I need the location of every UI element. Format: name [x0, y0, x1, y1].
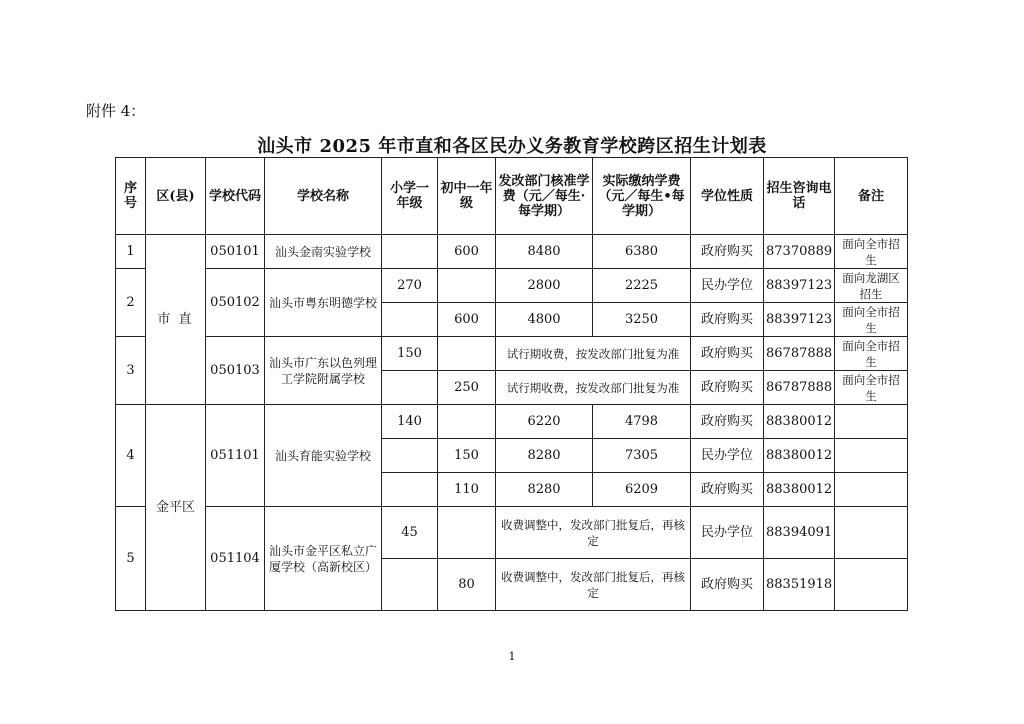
- primary-cell: [382, 559, 438, 611]
- attachment-label: 附件 4：: [86, 102, 146, 120]
- remark-cell: [835, 559, 908, 611]
- table-row: [116, 507, 908, 559]
- junior-cell: 80: [438, 559, 496, 611]
- header-district: 区(县): [146, 158, 206, 235]
- table-row: [116, 337, 908, 371]
- page-number: 1: [508, 650, 516, 663]
- primary-cell: 140: [382, 405, 438, 439]
- phone-cell: 88397123: [764, 269, 835, 303]
- approved-fee-cell: 8280: [496, 473, 593, 507]
- primary-cell: [382, 371, 438, 405]
- remark-cell: 面向龙湖区招生: [835, 269, 908, 303]
- phone-cell: 88394091: [764, 507, 835, 559]
- phone-cell: 87370889: [764, 235, 835, 269]
- remark-cell: 面向全市招生: [835, 371, 908, 405]
- primary-cell: 45: [382, 507, 438, 559]
- code-cell: 050102: [206, 269, 265, 337]
- header-row: [116, 158, 908, 235]
- fee-note-cell: 试行期收费，按发改部门批复为准: [496, 371, 691, 405]
- school-name-cell: 汕头市粤东明德学校: [265, 269, 382, 337]
- header-code: 学校代码: [206, 158, 265, 235]
- seq-cell: 3: [116, 337, 146, 405]
- primary-cell: [382, 303, 438, 337]
- remark-cell: [835, 507, 908, 559]
- school-name-cell: 汕头市金平区私立广厦学校（高新校区）: [265, 507, 382, 611]
- primary-cell: [382, 473, 438, 507]
- table-row: [116, 405, 908, 439]
- table-row: [116, 235, 908, 269]
- actual-fee-cell: 7305: [593, 439, 691, 473]
- fee-note-cell: 收费调整中，发改部门批复后，再核定: [496, 559, 691, 611]
- seq-cell: 5: [116, 507, 146, 611]
- header-junior: 初中一年级: [438, 158, 496, 235]
- seq-cell: 4: [116, 405, 146, 507]
- phone-cell: 88351918: [764, 559, 835, 611]
- actual-fee-cell: 3250: [593, 303, 691, 337]
- junior-cell: 250: [438, 371, 496, 405]
- junior-cell: [438, 507, 496, 559]
- remark-cell: [835, 439, 908, 473]
- table-row: [116, 269, 908, 303]
- header-approved-fee: 发改部门核准学费（元／每生·每学期）: [496, 158, 593, 235]
- primary-cell: [382, 235, 438, 269]
- header-nature: 学位性质: [691, 158, 764, 235]
- junior-cell: 600: [438, 235, 496, 269]
- nature-cell: 政府购买: [691, 559, 764, 611]
- header-primary: 小学一年级: [382, 158, 438, 235]
- header-remark: 备注: [835, 158, 908, 235]
- nature-cell: 政府购买: [691, 405, 764, 439]
- district-cell: 金平区: [146, 405, 206, 611]
- phone-cell: 88380012: [764, 405, 835, 439]
- header-phone: 招生咨询电话: [764, 158, 835, 235]
- junior-cell: 110: [438, 473, 496, 507]
- nature-cell: 政府购买: [691, 371, 764, 405]
- remark-cell: 面向全市招生: [835, 337, 908, 371]
- fee-note-cell: 试行期收费，按发改部门批复为准: [496, 337, 691, 371]
- seq-cell: 1: [116, 235, 146, 269]
- remark-cell: [835, 473, 908, 507]
- district-cell: 市 直: [146, 235, 206, 405]
- phone-cell: 86787888: [764, 337, 835, 371]
- enrollment-plan-table: [115, 157, 908, 611]
- phone-cell: 88380012: [764, 473, 835, 507]
- phone-cell: 88397123: [764, 303, 835, 337]
- code-cell: 050103: [206, 337, 265, 405]
- primary-cell: 150: [382, 337, 438, 371]
- approved-fee-cell: 6220: [496, 405, 593, 439]
- actual-fee-cell: 6380: [593, 235, 691, 269]
- actual-fee-cell: 4798: [593, 405, 691, 439]
- remark-cell: 面向全市招生: [835, 303, 908, 337]
- junior-cell: [438, 405, 496, 439]
- primary-cell: [382, 439, 438, 473]
- actual-fee-cell: 6209: [593, 473, 691, 507]
- header-actual-fee: 实际缴纳学费（元／每生•每学期）: [593, 158, 691, 235]
- approved-fee-cell: 4800: [496, 303, 593, 337]
- seq-cell: 2: [116, 269, 146, 337]
- code-cell: 051104: [206, 507, 265, 611]
- school-name-cell: 汕头市广东以色列理工学院附属学校: [265, 337, 382, 405]
- fee-note-cell: 收费调整中，发改部门批复后，再核定: [496, 507, 691, 559]
- junior-cell: 600: [438, 303, 496, 337]
- nature-cell: 政府购买: [691, 473, 764, 507]
- header-name: 学校名称: [265, 158, 382, 235]
- approved-fee-cell: 8480: [496, 235, 593, 269]
- phone-cell: 88380012: [764, 439, 835, 473]
- primary-cell: 270: [382, 269, 438, 303]
- nature-cell: 民办学位: [691, 507, 764, 559]
- header-seq: 序号: [116, 158, 146, 235]
- phone-cell: 86787888: [764, 371, 835, 405]
- nature-cell: 民办学位: [691, 439, 764, 473]
- remark-cell: 面向全市招生: [835, 235, 908, 269]
- page-title: 汕头市 2025 年市直和各区民办义务教育学校跨区招生计划表: [257, 136, 767, 157]
- nature-cell: 民办学位: [691, 269, 764, 303]
- nature-cell: 政府购买: [691, 337, 764, 371]
- actual-fee-cell: 2225: [593, 269, 691, 303]
- junior-cell: 150: [438, 439, 496, 473]
- approved-fee-cell: 8280: [496, 439, 593, 473]
- approved-fee-cell: 2800: [496, 269, 593, 303]
- remark-cell: [835, 405, 908, 439]
- nature-cell: 政府购买: [691, 235, 764, 269]
- junior-cell: [438, 269, 496, 303]
- junior-cell: [438, 337, 496, 371]
- code-cell: 050101: [206, 235, 265, 269]
- nature-cell: 政府购买: [691, 303, 764, 337]
- school-name-cell: 汕头金南实验学校: [265, 235, 382, 269]
- code-cell: 051101: [206, 405, 265, 507]
- school-name-cell: 汕头育能实验学校: [265, 405, 382, 507]
